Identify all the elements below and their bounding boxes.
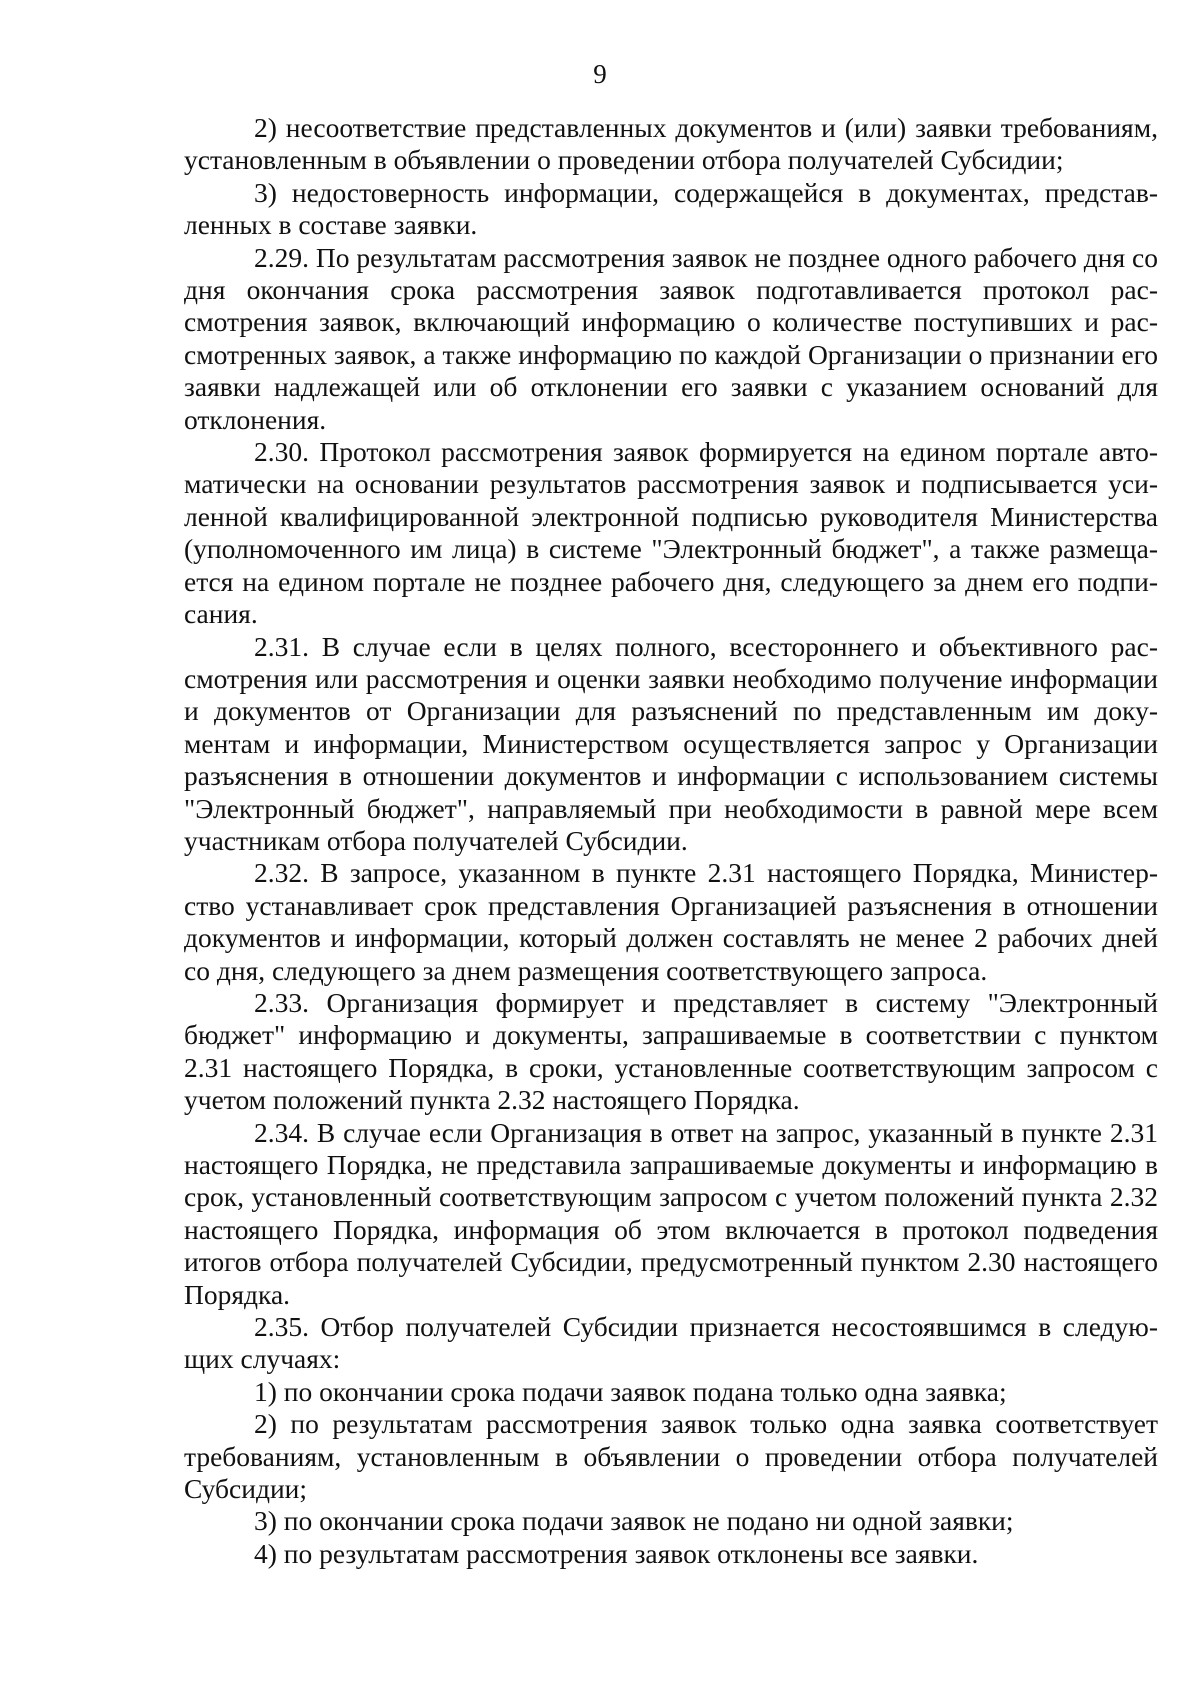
paragraph-2-29: 2.29. По результатам рассмотрения заявок не позднее одного рабочего дня со дня окончания срока рассмотрения заявок подготавливается протокол рассмотрения заявок, включающий информацию о количестве поступивших и рассмотренных заявок, а также информацию по каждой Организации о признании его заявки надлежащей или об отклонении его заявки с указанием оснований для отклонения.	[184, 241, 1158, 435]
paragraph-2-34: 2.34. В случае если Организация в ответ на запрос, указанный в пункте 2.31 настоящего Порядка, не представила запрашиваемые документы и информацию в срок, установленный соответствующим запросом с учетом положений пункта 2.32 настоящего Порядка, информация об этом включается в протокол подведения итогов отбора получателей Субсидии, предусмотренный пунктом 2.30 настоящего Порядка.	[184, 1116, 1158, 1310]
list-item-1: 1) по окончании срока подачи заявок подана только одна заявка;	[254, 1375, 1007, 1407]
paragraph-2-30: 2.30. Протокол рассмотрения заявок формируется на едином портале автоматически на основании результатов рассмотрения заявок и подписывается усиленной квалифицированной электронной подписью руководителя Министерства (уполномоченного им лица) в системе "Электронный бюджет", а также размещается на едином портале не позднее рабочего дня, следующего за днем его подписания.	[184, 436, 1158, 630]
paragraph-2-35: 2.35. Отбор получателей Субсидии признается несостоявшимся в следующих случаях:	[184, 1311, 1158, 1375]
paragraph-2-31: 2.31. В случае если в целях полного, всестороннего и объективного рассмотрения или рассмотрения и оценки заявки необходимо получение информации и документов от Организации для разъяснений по представленным им документам и информации, Министерством осуществляется запрос у Организации разъяснения в отношении документов и информации с использованием системы "Электронный бюджет", направляемый при необходимости в равной мере всем участникам отбора получателей Субсидии.	[184, 630, 1158, 856]
paragraph-item-3: 3) недостоверность информации, содержащейся в документах, представленных в составе заявки.	[184, 176, 1158, 241]
list-item-3: 3) по окончании срока подачи заявок не подано ни одной заявки;	[254, 1505, 1014, 1537]
list-item-2: 2) по результатам рассмотрения заявок только одна заявка соответствует требованиям, установленным в объявлении о проведении отбора получателей Субсидии;	[184, 1408, 1158, 1505]
document-body	[184, 112, 1158, 1570]
paragraph-2-33: 2.33. Организация формирует и представляет в систему "Электронный бюджет" информацию и документы, запрашиваемые в соответствии с пунктом 2.31 настоящего Порядка, в сроки, установленные соответствующим запросом с учетом положений пункта 2.32 настоящего Порядка.	[184, 986, 1158, 1116]
paragraph-item-2: 2) несоответствие представленных документов и (или) заявки требованиям, установленным в объявлении о проведении отбора получателей Субсидии;	[184, 112, 1158, 176]
list-item-4: 4) по результатам рассмотрения заявок отклонены все заявки.	[254, 1537, 979, 1569]
paragraph-2-32: 2.32. В запросе, указанном в пункте 2.31 настоящего Порядка, Министерство устанавливает срок представления Организацией разъяснения в отношении документов и информации, который должен составлять не менее 2 рабочих дней со дня, следующего за днем размещения соответствующего запроса.	[184, 857, 1158, 986]
page-number: 9	[593, 59, 607, 89]
